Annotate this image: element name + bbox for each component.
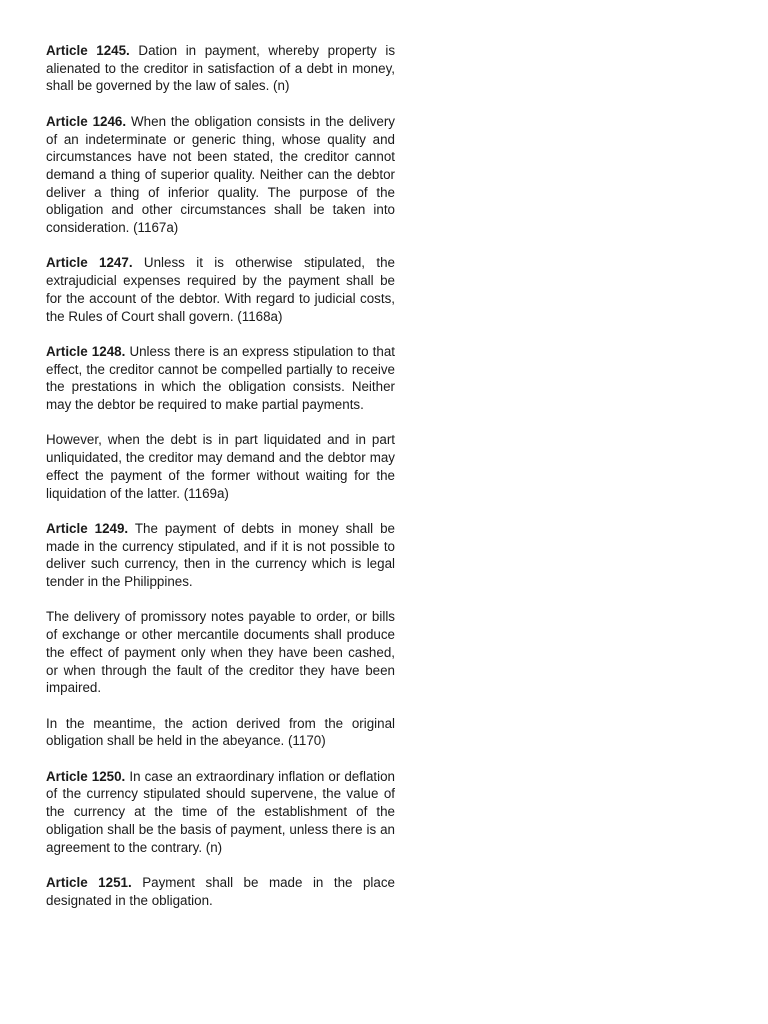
article-1247-paragraph bbox=[46, 254, 395, 325]
article-heading: Article 1246. bbox=[46, 113, 127, 129]
article-text: When the obligation consists in the delivery of an indeterminate or generic thing, whose quality and circumstances have not been stated, the creditor cannot demand a thing of superior quality. Neither can the debtor deliver a thing of inferior quality. The purpose of the obligation and other circumstances shall be taken into consideration. (1167a) bbox=[46, 113, 395, 236]
article-heading: Article 1245. bbox=[46, 43, 130, 58]
article-text: In case an extraordinary inflation or deflation of the currency stipulated should supervene, the value of the currency at the time of the establishment of the obligation shall be the basis of payment, unless there is an agreement to the contrary. (n) bbox=[46, 768, 395, 855]
article-heading: Article 1247. bbox=[46, 255, 133, 271]
article-heading: Article 1249. bbox=[46, 520, 129, 536]
article-text: In the meantime, the action derived from the original obligation shall be held in the abeyance. (1170) bbox=[46, 715, 395, 749]
document-page bbox=[46, 42, 395, 927]
article-1248-paragraph bbox=[46, 343, 395, 414]
article-1246-paragraph bbox=[46, 113, 395, 237]
article-text: Payment shall be made in the place designated in the obligation. bbox=[46, 874, 395, 908]
article-1250-paragraph bbox=[46, 768, 395, 857]
article-text: Unless there is an express stipulation to that effect, the creditor cannot be compelled partially to receive the prestations in which the obligation consists. Neither may the debtor be required to make partial payments. bbox=[46, 343, 395, 413]
article-text: Dation in payment, whereby property is alienated to the creditor in satisfaction of a debt in money, shall be governed by the law of sales. (n) bbox=[46, 43, 396, 94]
article-heading: Article 1251. bbox=[46, 874, 132, 890]
article-1249-paragraph bbox=[46, 520, 395, 591]
article-text: The delivery of promissory notes payable to order, or bills of exchange or other mercantile documents shall produce the effect of payment only when they have been cashed, or when through the fault of the creditor they have been impaired. bbox=[46, 609, 395, 696]
article-1248-continuation-paragraph bbox=[46, 431, 395, 502]
article-1251-paragraph bbox=[46, 874, 395, 909]
article-1249-continuation-paragraph bbox=[46, 608, 395, 697]
article-text: The payment of debts in money shall be made in the currency stipulated, and if it is not possible to deliver such currency, then in the currency which is legal tender in the Philippines. bbox=[46, 520, 396, 590]
article-heading: Article 1250. bbox=[46, 768, 126, 784]
article-heading: Article 1248. bbox=[46, 343, 126, 359]
article-1245-paragraph bbox=[46, 42, 395, 95]
article-text: Unless it is otherwise stipulated, the extrajudicial expenses required by the payment shall be for the account of the debtor. With regard to judicial costs, the Rules of Court shall govern. (1168a) bbox=[46, 255, 395, 324]
article-text: However, when the debt is in part liquidated and in part unliquidated, the creditor may demand and the debtor may effect the payment of the former without waiting for the liquidation of the latter. (1169a) bbox=[46, 432, 395, 501]
article-1249-final-paragraph bbox=[46, 715, 395, 750]
